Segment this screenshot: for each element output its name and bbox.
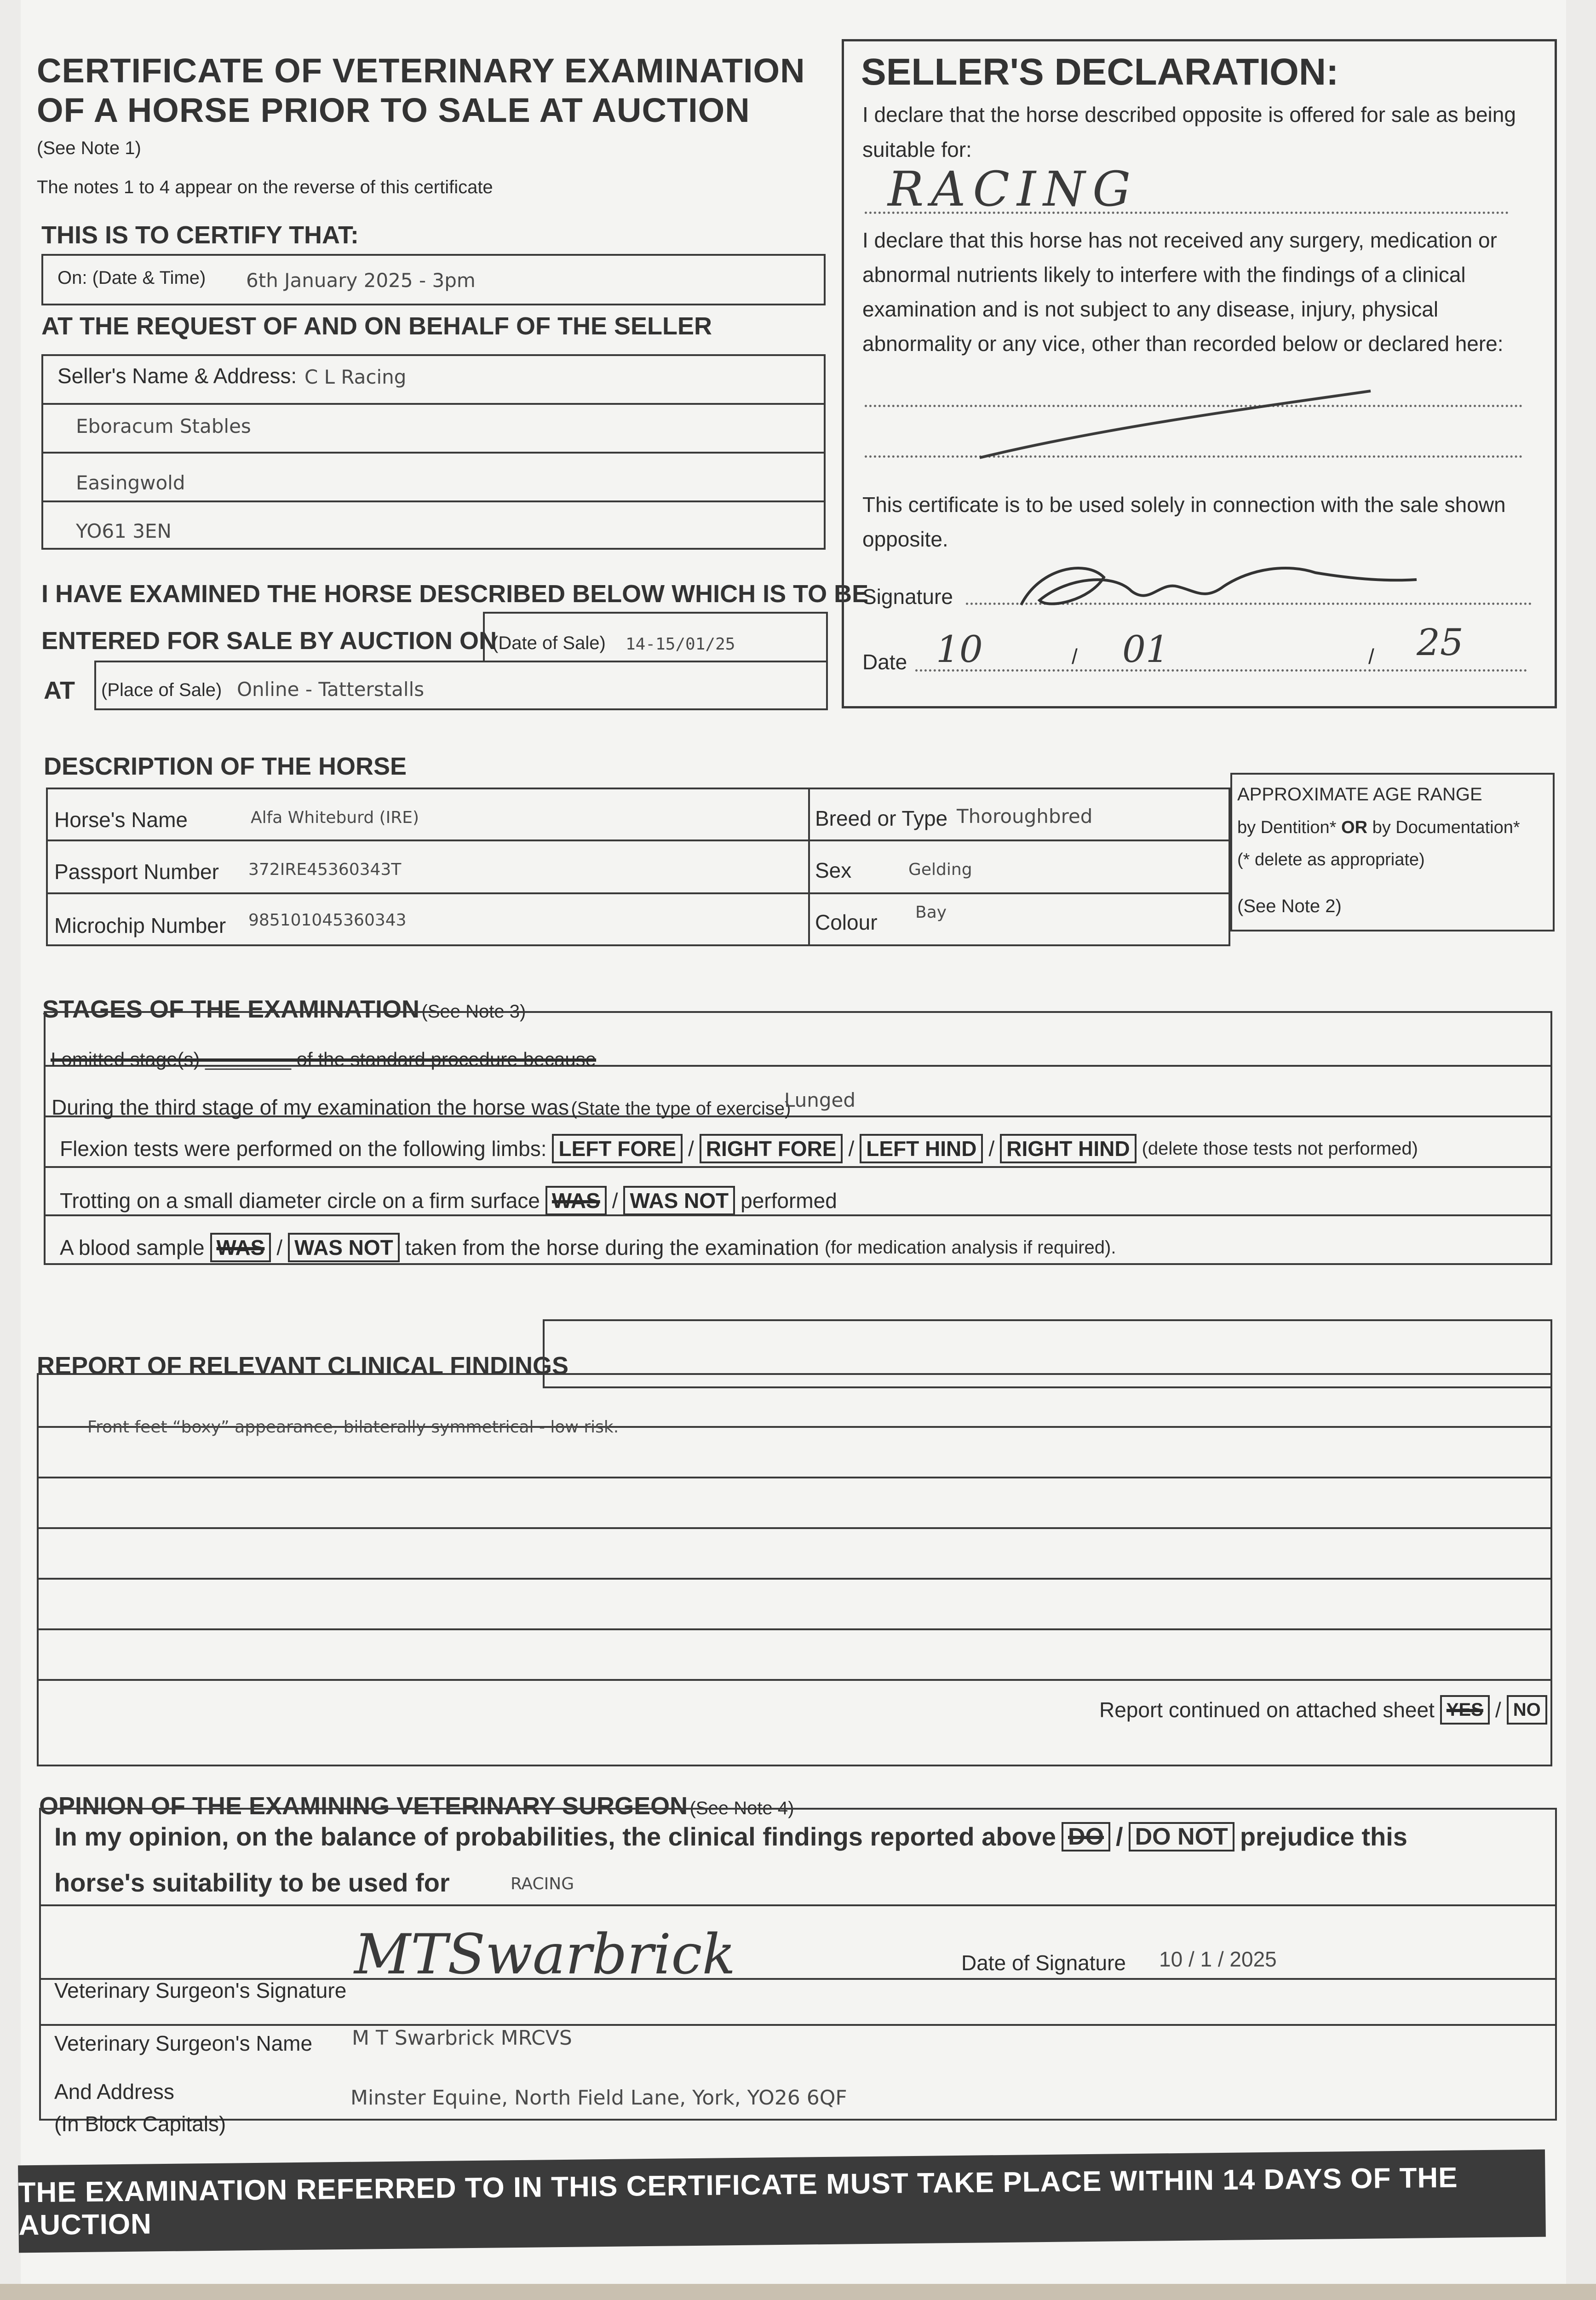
- divider: [41, 403, 826, 405]
- title-line-1: CERTIFICATE OF VETERINARY EXAMINATION: [37, 52, 805, 90]
- microchip-label: Microchip Number: [54, 914, 226, 937]
- third-stage-row: During the third stage of my examination the horse was (State the type of exercise): [52, 1095, 791, 1119]
- sale-date-label: (Date of Sale): [492, 633, 606, 653]
- opinion-statement-2: horse's suitability to be used for: [54, 1868, 450, 1897]
- declaration-text-3-line-2: opposite.: [862, 527, 948, 551]
- declaration-text-2-line-4: abnormality or any vice, other than recorded below or declared here:: [862, 332, 1504, 356]
- age-range-heading: APPROXIMATE AGE RANGE: [1237, 784, 1482, 805]
- date-separator: /: [1368, 644, 1374, 668]
- declaration-text-1a: I declare that the horse described opposite is offered for sale as being: [862, 103, 1516, 126]
- date-separator: /: [1072, 644, 1078, 668]
- vet-name-value[interactable]: M T Swarbrick MRCVS: [352, 2026, 572, 2050]
- date-of-signature-label: Date of Signature: [961, 1951, 1126, 1975]
- ruled-line: [37, 1628, 1552, 1630]
- vet-name-label: Veterinary Surgeon's Name: [54, 2031, 313, 2055]
- footer-banner: THE EXAMINATION REFERRED TO IN THIS CERTIFICATE MUST TAKE PLACE WITHIN 14 DAYS OF THE AUCTION: [18, 2150, 1546, 2253]
- breed-label: Breed or Type: [815, 806, 948, 830]
- sale-place-label: (Place of Sale): [101, 680, 222, 700]
- trot-was-option[interactable]: WAS: [545, 1186, 607, 1215]
- at-label: AT: [44, 677, 75, 704]
- continued-row: Report continued on attached sheet YES / NO: [1099, 1695, 1547, 1725]
- microchip-value[interactable]: 985101045360343: [248, 911, 407, 930]
- opinion-heading-row: OPINION OF THE EXAMINING VETERINARY SURGEON (See Note 4): [39, 1792, 794, 1820]
- see-note-1: (See Note 1): [37, 138, 141, 158]
- seller-line-1[interactable]: C L Racing: [304, 366, 407, 388]
- opinion-box: [39, 1808, 1557, 2121]
- declaration-strike-line: [966, 382, 1380, 465]
- seller-date-label: Date: [862, 650, 907, 674]
- address-label-2: (In Block Capitals): [54, 2112, 226, 2136]
- certify-heading: THIS IS TO CERTIFY THAT:: [41, 221, 359, 249]
- right-hind-option[interactable]: RIGHT HIND: [1000, 1134, 1136, 1163]
- divider: [39, 2024, 1557, 2026]
- see-note-2: (See Note 2): [1237, 896, 1342, 916]
- declaration-text-2-line-1: I declare that this horse has not received any surgery, medication or: [862, 228, 1497, 252]
- ruled-line: [37, 1527, 1552, 1529]
- opinion-do-option[interactable]: DO: [1062, 1822, 1110, 1852]
- blood-row: A blood sample WAS / WAS NOT taken from the horse during the examination (for medication analysis if required).: [60, 1233, 1116, 1262]
- seller-line-2[interactable]: Eboracum Stables: [76, 415, 251, 437]
- declaration-text-2-line-3: examination and is not subject to any disease, injury, physical: [862, 297, 1439, 321]
- blood-was-not-option[interactable]: WAS NOT: [288, 1233, 400, 1262]
- divider: [808, 788, 810, 946]
- declaration-heading: SELLER'S DECLARATION:: [861, 51, 1339, 93]
- on-date-label: On: (Date & Time): [57, 268, 206, 288]
- examined-line-2: ENTERED FOR SALE BY AUCTION ON: [41, 627, 497, 655]
- omitted-stages-struck: I omitted stage(s) ________ of the standard procedure because: [51, 1048, 597, 1070]
- findings-line-1[interactable]: Front feet “boxy” appearance, bilaterally symmetrical - low risk.: [87, 1418, 619, 1437]
- seller-name-label: Seller's Name & Address:: [57, 364, 297, 388]
- third-stage-value[interactable]: Lunged: [784, 1089, 856, 1111]
- sex-value[interactable]: Gelding: [908, 860, 972, 879]
- seller-signature-label: Signature: [862, 585, 953, 609]
- seller-date-month[interactable]: 01: [1122, 628, 1169, 671]
- opinion-do-not-option[interactable]: DO NOT: [1129, 1822, 1234, 1852]
- declaration-text-1b: suitable for:: [862, 138, 972, 161]
- sale-place-value[interactable]: Online - Tatterstalls: [237, 678, 425, 701]
- title-line-2: OF A HORSE PRIOR TO SALE AT AUCTION: [37, 91, 750, 129]
- address-label-1: And Address: [54, 2080, 174, 2104]
- notes-text: The notes 1 to 4 appear on the reverse of this certificate: [37, 177, 493, 197]
- divider: [41, 452, 826, 454]
- vet-signature[interactable]: MTSwarbrick: [354, 1923, 736, 1987]
- declaration-text-2-line-2: abnormal nutrients likely to interfere with the findings of a clinical: [862, 263, 1466, 287]
- colour-label: Colour: [815, 910, 878, 934]
- continued-no-option[interactable]: NO: [1507, 1695, 1547, 1725]
- age-range-methods: by Dentition* OR by Documentation*: [1237, 818, 1520, 837]
- examined-line-1: I HAVE EXAMINED THE HORSE DESCRIBED BELOW WHICH IS TO BE: [41, 580, 869, 608]
- seller-signature[interactable]: [1012, 550, 1426, 614]
- left-hind-option[interactable]: LEFT HIND: [860, 1134, 983, 1163]
- left-fore-option[interactable]: LEFT FORE: [552, 1134, 683, 1163]
- suitable-for-value[interactable]: RACING: [888, 161, 1138, 217]
- sale-date-value[interactable]: 14-15/01/25: [626, 635, 735, 654]
- age-delete-note: (* delete as appropriate): [1237, 850, 1425, 869]
- page-edge: [0, 2284, 1596, 2300]
- seller-line-4[interactable]: YO61 3EN: [76, 520, 172, 542]
- divider: [46, 840, 1230, 841]
- ruled-line: [37, 1679, 1552, 1681]
- opinion-use-value[interactable]: RACING: [511, 1874, 574, 1893]
- ruled-line: [37, 1477, 1552, 1478]
- trot-row: Trotting on a small diameter circle on a firm surface WAS / WAS NOT performed: [60, 1186, 837, 1215]
- right-fore-option[interactable]: RIGHT FORE: [700, 1134, 843, 1163]
- vet-address-value[interactable]: Minster Equine, North Field Lane, York, YO26 6QF: [350, 2086, 847, 2110]
- ruled-line: [37, 1578, 1552, 1580]
- divider: [44, 1166, 1552, 1168]
- description-heading: DESCRIPTION OF THE HORSE: [44, 753, 407, 780]
- divider: [39, 1904, 1557, 1906]
- findings-heading: REPORT OF RELEVANT CLINICAL FINDINGS: [37, 1352, 569, 1380]
- seller-date-day[interactable]: 10: [936, 628, 983, 671]
- seller-date-line: [915, 669, 1527, 672]
- breed-value[interactable]: Thoroughbred: [957, 805, 1093, 828]
- passport-label: Passport Number: [54, 860, 219, 884]
- trot-was-not-option[interactable]: WAS NOT: [623, 1186, 735, 1215]
- declaration-text-3-line-1: This certificate is to be used solely in connection with the sale shown: [862, 493, 1506, 517]
- colour-value[interactable]: Bay: [915, 903, 947, 922]
- opinion-statement: In my opinion, on the balance of probabilities, the clinical findings reported above DO / DO NOT prejudice this: [54, 1822, 1407, 1851]
- seller-line-3[interactable]: Easingwold: [76, 472, 185, 494]
- vet-signature-label: Veterinary Surgeon's Signature: [54, 1978, 347, 2002]
- continued-yes-option[interactable]: YES: [1440, 1695, 1490, 1725]
- date-of-signature-value[interactable]: 10 / 1 / 2025: [1159, 1947, 1277, 1971]
- divider: [41, 500, 826, 502]
- horse-name-value[interactable]: Alfa Whiteburd (IRE): [251, 808, 419, 827]
- sex-label: Sex: [815, 858, 852, 882]
- on-date-value[interactable]: 6th January 2025 - 3pm: [246, 269, 476, 292]
- stages-heading: STAGES OF THE EXAMINATION (See Note 3): [42, 995, 526, 1023]
- horse-name-label: Horse's Name: [54, 808, 188, 832]
- seller-date-year[interactable]: 25: [1417, 621, 1464, 664]
- divider: [46, 892, 1230, 894]
- seller-request-heading: AT THE REQUEST OF AND ON BEHALF OF THE SELLER: [41, 312, 712, 340]
- passport-value[interactable]: 372IRE45360343T: [248, 860, 402, 879]
- blood-was-option[interactable]: WAS: [210, 1233, 271, 1262]
- flexion-row: Flexion tests were performed on the following limbs: LEFT FORE / RIGHT FORE / LEFT HIND / RIGHT HIND (delete those tests not performed): [60, 1134, 1418, 1163]
